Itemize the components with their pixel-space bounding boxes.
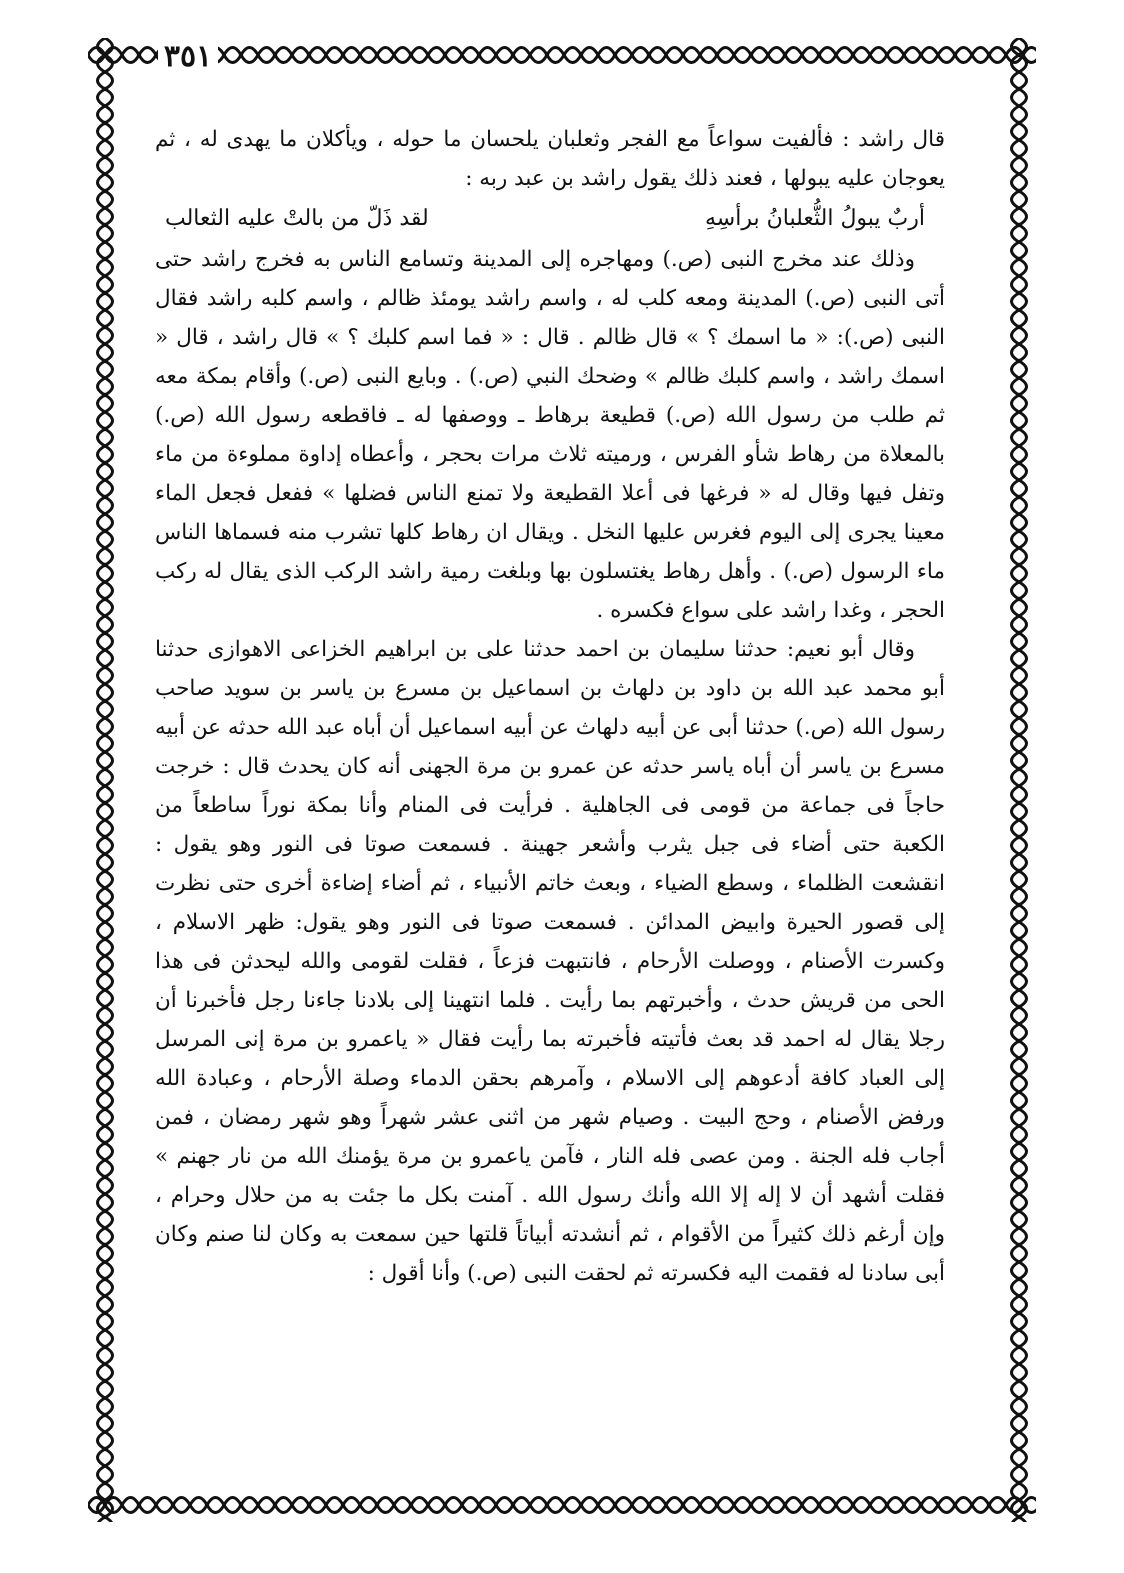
body-paragraph-1: وذلك عند مخرج النبى (ص.) ومهاجره إلى المدينة وتسامع الناس به فخرج راشد حتى أتى النبى (ص.) المدينة ومعه كلب له ، واسم راشد يومئذ ظالم ، واسم كلبه راشد فقال النبى (ص.): « ما اسمك ؟ » قال ظالم . قال : « فما اسم كلبك ؟ » قال راشد ، قال « اسمك راشد ، واسم كلبك ظالم » وضحك النبي (ص.) . وبايع النبى (ص.) وأقام بمكة معه ثم طلب من رسول الله (ص.) قطيعة برهاط ـ ووصفها له ـ فاقطعه رسول الله (ص.) بالمعلاة من رهاط شأو الفرس ، ورميته ثلاث مرات بحجر ، وأعطاه إداوة مملوءة من ماء وتفل فيها وقال له « فرغها فى أعلا القطيعة ولا تمنع الناس فضلها » ففعل فجعل الماء معينا يجرى إلى اليوم فغرس عليها النخل . ويقال ان رهاط كلها تشرب منه فسماها الناس ماء الرسول (ص.) . وأهل رهاط يغتسلون بها وبلغت رمية راشد الركب الذى يقال له ركب الحجر ، وغدا راشد على سواع فكسره .	[155, 247, 945, 623]
right-ornamental-border	[1002, 38, 1036, 1522]
intro-paragraph: قال راشد : فألفيت سواعاً مع الفجر وثعلبان يلحسان ما حوله ، ويأكلان ما يهدى له ، ثم يعوجان عليه يبولها ، فعند ذلك يقول راشد بن عبد ربه :	[155, 127, 945, 191]
poem-verse	[155, 198, 945, 240]
verse-second-hemistich: لقد ذَلّ من بالتْ عليه الثعالب	[165, 206, 429, 231]
page-body	[155, 120, 945, 1293]
verse-first-hemistich: أربٌ يبولُ الثُّعلبانُ برأسِهِ	[705, 206, 925, 231]
body-paragraph-2: وقال أبو نعيم: حدثنا سليمان بن احمد حدثنا على بن ابراهيم الخزاعى الاهوازى حدثنا أبو محمد عبد الله بن داود بن دلهاث بن اسماعيل بن مسرع بن ياسر بن سويد صاحب رسول الله (ص.) حدثنا أبى عن أبيه دلهاث عن أبيه اسماعيل أن أباه عبد الله حدثه عن أبيه مسرع بن ياسر أن أباه ياسر حدثه عن عمرو بن مرة الجهنى أنه كان يحدث قال : خرجت حاجاً فى جماعة من قومى فى الجاهلية . فرأيت فى المنام وأنا بمكة نوراً ساطعاً من الكعبة حتى أضاء فى جبل يثرب وأشعر جهينة . فسمعت صوتا فى النور وهو يقول : انقشعت الظلماء ، وسطع الضياء ، وبعث خاتم الأنبياء ، ثم أضاء إضاءة أخرى حتى نظرت إلى قصور الحيرة وابيض المدائن . فسمعت صوتا فى النور وهو يقول: ظهر الاسلام ، وكسرت الأصنام ، ووصلت الأرحام ، فانتبهت فزعاً ، فقلت لقومى والله ليحدثن فى هذا الحى من قريش حدث ، وأخبرتهم بما رأيت . فلما انتهينا إلى بلادنا جاءنا رجل فأخبرنا أن رجلا يقال له احمد قد بعث فأتيته فأخبرته بما رأيت فقال « ياعمرو بن مرة إنى المرسل إلى العباد كافة أدعوهم إلى الاسلام ، وآمرهم بحقن الدماء وصلة الأرحام ، وعبادة الله ورفض الأصنام ، وحج البيت . وصيام شهر من اثنى عشر شهراً وهو شهر رمضان ، فمن أجاب فله الجنة . ومن عصى فله النار ، فآمن ياعمرو بن مرة يؤمنك الله من نار جهنم » فقلت أشهد أن لا إله إلا الله وأنك رسول الله . آمنت بكل ما جئت به من حلال وحرام ، وإن أرغم ذلك كثيراً من الأقوام ، ثم أنشدته أبياتاً قلتها حين سمعت به وكان لنا صنم وكان أبى سادنا له فقمت اليه فكسرته ثم لحقت النبى (ص.) وأنا أقول :	[155, 637, 945, 1286]
left-ornamental-border	[88, 38, 122, 1522]
top-ornamental-border	[88, 38, 1036, 72]
page-number: ٣٥١	[158, 40, 218, 74]
bottom-ornamental-border	[88, 1488, 1036, 1522]
